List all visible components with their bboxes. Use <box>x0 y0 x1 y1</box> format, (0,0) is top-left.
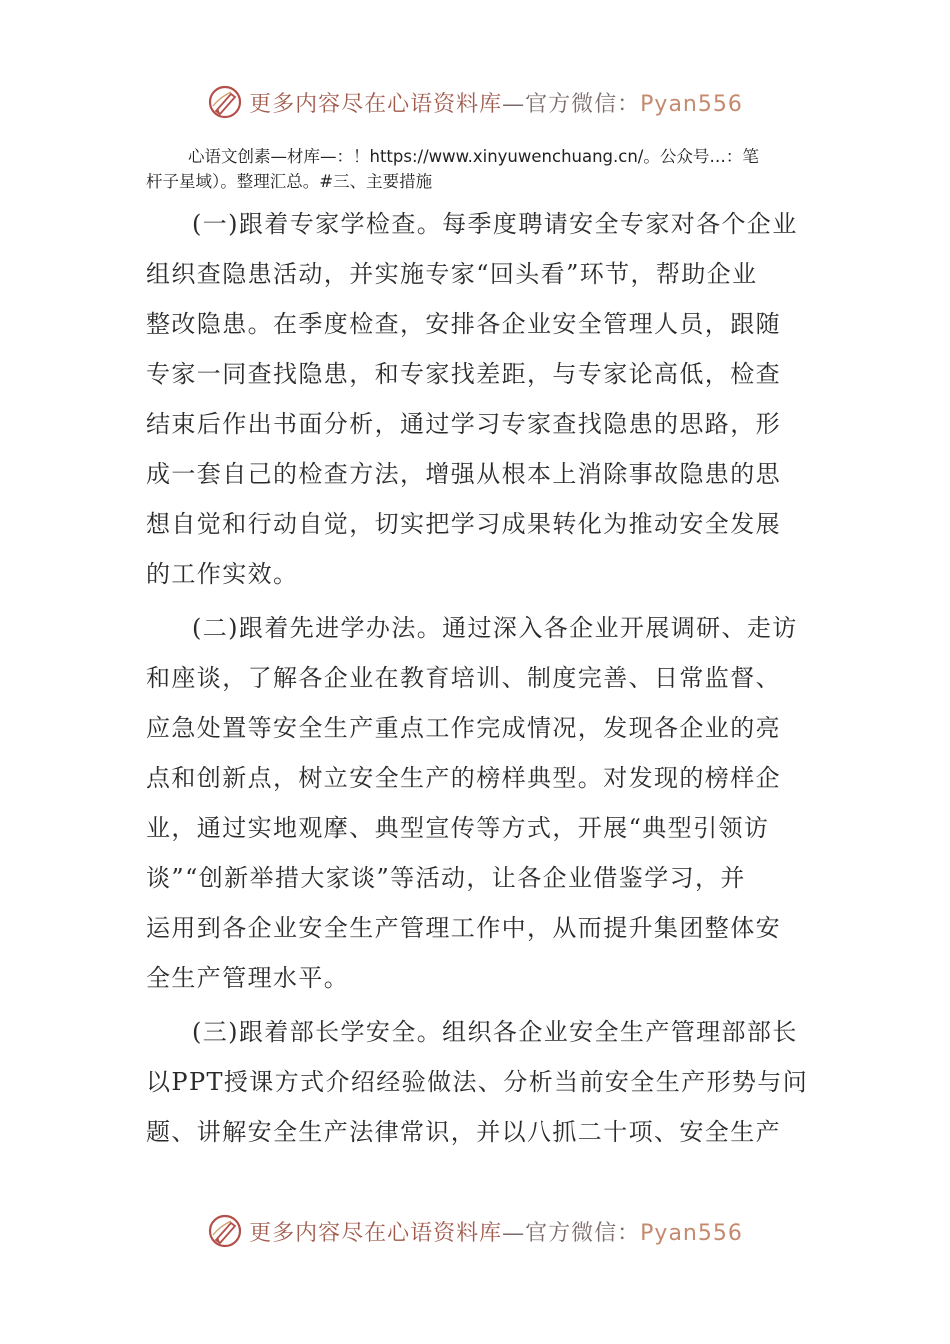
banner-wechat-label: —官方微信： <box>502 91 641 117</box>
paragraph-3 <box>146 1007 814 1157</box>
intro-text <box>146 144 806 194</box>
header-banner <box>0 82 950 122</box>
footer-banner <box>0 1211 950 1251</box>
banner-wechat-label: —官方微信： <box>502 1220 641 1246</box>
text-line: 想自觉和行动自觉，切实把学习成果转化为推动安全发展 <box>146 510 781 538</box>
banner-wechat-id: Pyan556 <box>640 91 743 117</box>
intro-line: 心语文创素—材库—：！https://www.xinyuwenchuang.cn/。公众号…：笔 <box>188 147 759 166</box>
text-line: 谈”“创新举措大家谈”等活动，让各企业借鉴学习，并 <box>146 864 746 892</box>
banner-wechat-id: Pyan556 <box>640 1220 743 1246</box>
text-line: 以PPT授课方式介绍经验做法、分析当前安全生产形势与问 <box>146 1068 809 1096</box>
paragraph-1 <box>146 199 814 599</box>
paragraph-2 <box>146 603 814 1003</box>
text-line: (二)跟着先进学办法。通过深入各企业开展调研、走访 <box>192 614 798 642</box>
banner-brand: 更多内容尽在心语资料库 <box>249 1220 503 1246</box>
text-line: (三)跟着部长学安全。组织各企业安全生产管理部部长 <box>192 1018 798 1046</box>
text-line: 业，通过实地观摩、典型宣传等方式，开展“典型引领访 <box>146 814 770 842</box>
banner-text <box>249 87 743 118</box>
text-line: 和座谈，了解各企业在教育培训、制度完善、日常监督、 <box>146 664 781 692</box>
text-line: (一)跟着专家学检查。每季度聘请安全专家对各个企业 <box>192 210 798 238</box>
text-line: 成一套自己的检查方法，增强从根本上消除事故隐患的思 <box>146 460 781 488</box>
text-line: 应急处置等安全生产重点工作完成情况，发现各企业的亮 <box>146 714 781 742</box>
text-line: 结束后作出书面分析，通过学习专家查找隐患的思路，形 <box>146 410 781 438</box>
pen-logo-icon <box>207 84 243 120</box>
text-line: 点和创新点，树立安全生产的榜样典型。对发现的榜样企 <box>146 764 781 792</box>
text-line: 整改隐患。在季度检查，安排各企业安全管理人员，跟随 <box>146 310 781 338</box>
text-line: 专家一同查找隐患，和专家找差距，与专家论高低，检查 <box>146 360 781 388</box>
text-line: 运用到各企业安全生产管理工作中，从而提升集团整体安 <box>146 914 781 942</box>
text-line: 全生产管理水平。 <box>146 964 350 992</box>
banner-brand: 更多内容尽在心语资料库 <box>249 91 503 117</box>
banner-text <box>249 1216 743 1247</box>
text-line: 的工作实效。 <box>146 560 299 588</box>
text-line: 题、讲解安全生产法律常识，并以八抓二十项、安全生产 <box>146 1118 781 1146</box>
intro-line: 杆子星域）。整理汇总。#三、主要措施 <box>146 172 433 191</box>
pen-logo-icon <box>207 1213 243 1249</box>
document-body <box>146 199 814 1157</box>
text-line: 组织查隐患活动，并实施专家“回头看”环节，帮助企业 <box>146 260 758 288</box>
